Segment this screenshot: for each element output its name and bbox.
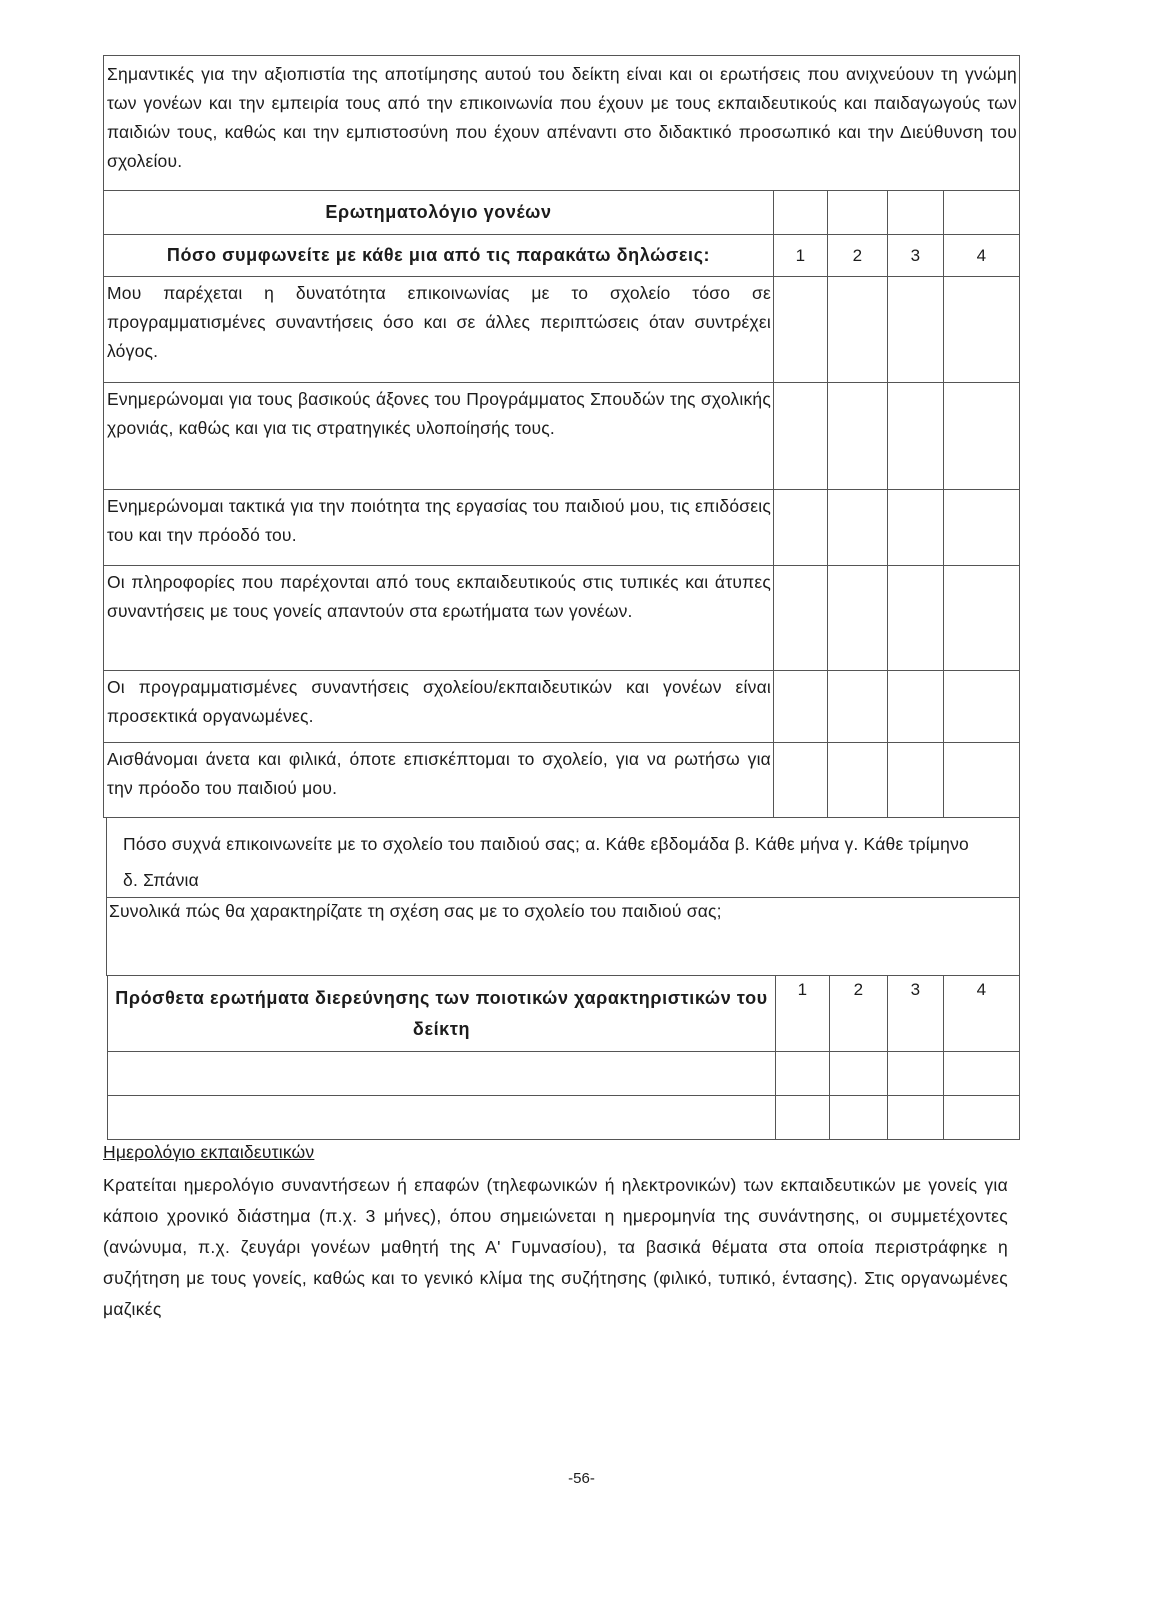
parents-questionnaire-table (103, 190, 1020, 818)
diary-paragraph: Κρατείται ημερολόγιο συναντήσεων ή επαφών (τηλεφωνικών ή ηλεκτρονικών) των εκπαιδευτικών με γονείς για κάποιο χρονικό διάστημα (π.χ. 3 μήνες), όπου σημειώνεται η ημερομηνία της συνάντησης, οι συμμετέχοντες (ανώνυμα, π.χ. ζευγάρι γονέων μαθητή της Α' Γυμνασίου), τα βασικά θέματα στα οποία περιστράφηκε η συζήτηση με τους γονείς, καθώς και το γενικό κλίμα της συζήτησης (φιλικό, τυπικό, έντασης). Στις οργανωμένες μαζικές (103, 1175, 1008, 1319)
additional-empty-row (108, 1052, 1020, 1096)
statement-row (104, 490, 1020, 566)
statement-text: Αισθάνομαι άνετα και φιλικά, όποτε επισκέπτομαι το σχολείο, για να ρωτήσω για την πρόοδο του παιδιού μου. (104, 743, 774, 818)
rating-cell[interactable] (774, 671, 828, 743)
rating-cell[interactable] (774, 490, 828, 566)
frequency-question-box (106, 817, 1020, 897)
rating-cell[interactable] (888, 383, 944, 490)
scale-4: 4 (944, 235, 1020, 277)
rating-cell[interactable] (828, 383, 888, 490)
intro-box (103, 55, 1020, 191)
overall-question-box[interactable] (106, 897, 1020, 976)
rating-cell[interactable] (828, 566, 888, 671)
rating-cell[interactable] (944, 1096, 1020, 1140)
rating-cell[interactable] (944, 277, 1020, 383)
questionnaire-title: Ερωτηματολόγιο γονέων (104, 191, 774, 235)
rating-cell[interactable] (774, 383, 828, 490)
statement-text: Ενημερώνομαι για τους βασικούς άξονες του Προγράμματος Σπουδών της σχολικής χρονιάς, καθώς και για τις στρατηγικές υλοποίησής τους. (104, 383, 774, 490)
statement-row (104, 671, 1020, 743)
rating-cell[interactable] (944, 490, 1020, 566)
scale-1: 1 (776, 976, 830, 1052)
statement-text: Οι πληροφορίες που παρέχονται από τους εκπαιδευτικούς στις τυπικές και άτυπες συναντήσεις με τους γονείς απαντούν στα ερωτήματα των γονέων. (104, 566, 774, 671)
rating-cell[interactable] (774, 566, 828, 671)
rating-cell[interactable] (774, 743, 828, 818)
additional-header-row (108, 976, 1020, 1052)
rating-cell[interactable] (888, 671, 944, 743)
scale-2: 2 (830, 976, 888, 1052)
rating-cell[interactable] (828, 743, 888, 818)
rating-cell[interactable] (888, 566, 944, 671)
scale-2: 2 (828, 235, 888, 277)
additional-question-cell[interactable] (108, 1096, 776, 1140)
rating-cell[interactable] (828, 490, 888, 566)
diary-heading: Ημερολόγιο εκπαιδευτικών (103, 1142, 315, 1162)
statement-row (104, 566, 1020, 671)
page-number: -56- (568, 1470, 595, 1487)
scale-1: 1 (774, 235, 828, 277)
rating-cell[interactable] (828, 277, 888, 383)
additional-empty-row (108, 1096, 1020, 1140)
questionnaire-prompt: Πόσο συμφωνείτε με κάθε μια από τις παρακάτω δηλώσεις: (104, 235, 774, 277)
overall-question: Συνολικά πώς θα χαρακτηρίζατε τη σχέση σας με το σχολείο του παιδιού σας; (109, 901, 722, 921)
scale-3: 3 (888, 976, 944, 1052)
additional-question-cell[interactable] (108, 1052, 776, 1096)
rating-cell[interactable] (888, 1052, 944, 1096)
rating-cell[interactable] (944, 383, 1020, 490)
rating-cell[interactable] (830, 1096, 888, 1140)
rating-cell[interactable] (944, 671, 1020, 743)
intro-paragraph: Σημαντικές για την αξιοπιστία της αποτίμησης αυτού του δείκτη είναι και οι ερωτήσεις που ανιχνεύουν τη γνώμη των γονέων και την εμπειρία τους από την επικοινωνία που έχουν με τους εκπαιδευτικούς και παιδαγωγούς των παιδιών τους, καθώς και την εμπιστοσύνη που έχουν απέναντι στο διδακτικό προσωπικό και την Διεύθυνση του σχολείου. (107, 64, 1017, 171)
additional-title: Πρόσθετα ερωτήματα διερεύνησης των ποιοτικών χαρακτηριστικών του δείκτη (108, 976, 776, 1052)
rating-cell[interactable] (888, 277, 944, 383)
rating-cell[interactable] (776, 1052, 830, 1096)
statement-text: Ενημερώνομαι τακτικά για την ποιότητα της εργασίας του παιδιού μου, τις επιδόσεις του και την πρόοδό του. (104, 490, 774, 566)
questionnaire-title-row (104, 191, 1020, 235)
rating-cell[interactable] (944, 743, 1020, 818)
statement-text: Οι προγραμματισμένες συναντήσεις σχολείου/εκπαιδευτικών και γονέων είναι προσεκτικά οργανωμένες. (104, 671, 774, 743)
rating-cell[interactable] (888, 743, 944, 818)
rating-cell[interactable] (776, 1096, 830, 1140)
rating-cell[interactable] (774, 277, 828, 383)
statement-row (104, 743, 1020, 818)
rating-cell[interactable] (944, 566, 1020, 671)
additional-questions-table (107, 975, 1020, 1140)
frequency-question: Πόσο συχνά επικοινωνείτε με το σχολείο του παιδιού σας; α. Κάθε εβδομάδα β. Κάθε μήνα γ. Κάθε τρίμηνο δ. Σπάνια (123, 834, 969, 890)
rating-cell[interactable] (944, 1052, 1020, 1096)
rating-cell[interactable] (888, 1096, 944, 1140)
scale-4: 4 (944, 976, 1020, 1052)
rating-cell[interactable] (828, 671, 888, 743)
scale-3: 3 (888, 235, 944, 277)
statement-row (104, 277, 1020, 383)
statement-row (104, 383, 1020, 490)
statement-text: Μου παρέχεται η δυνατότητα επικοινωνίας με το σχολείο τόσο σε προγραμματισμένες συναντήσεις όσο και σε άλλες περιπτώσεις όταν συντρέχει λόγος. (104, 277, 774, 383)
rating-cell[interactable] (888, 490, 944, 566)
rating-cell[interactable] (830, 1052, 888, 1096)
questionnaire-header-row (104, 235, 1020, 277)
